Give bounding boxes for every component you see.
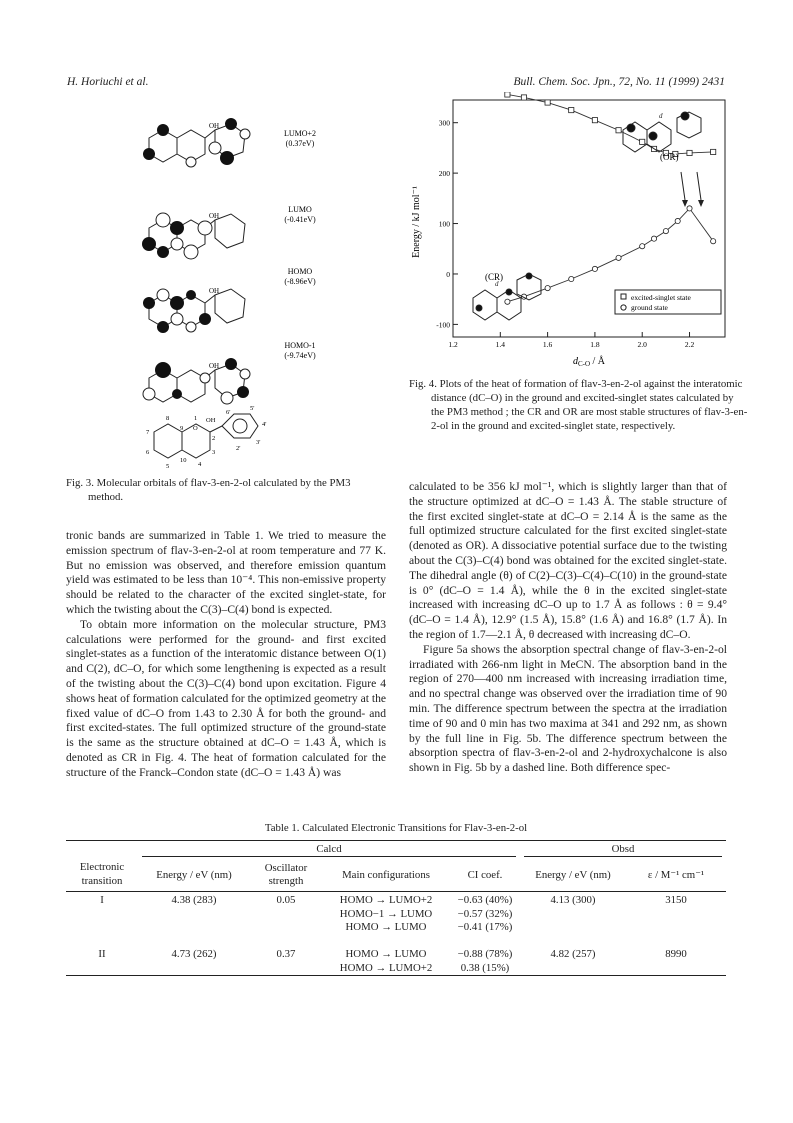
table-row: II 4.73 (262) 0.37 HOMO → LUMO HOMO → LUMO+2 −0.88 (78%) 0.38 (15%) 4.82 (257) 8990	[98, 948, 687, 974]
mo-label-homo1: HOMO-1	[284, 341, 316, 350]
svg-text:OH: OH	[206, 417, 216, 424]
excited-point	[616, 128, 621, 133]
y-tick-label: 300	[438, 118, 450, 128]
mo-homo	[143, 287, 245, 333]
mo-energy-lumo: (-0.41eV)	[284, 215, 316, 224]
svg-text:3': 3'	[256, 439, 261, 446]
excited-point	[687, 150, 692, 155]
ground-point	[711, 239, 716, 244]
right-paragraph-2: Figure 5a shows the absorption spectral change of flav-3-en-2-ol irradiated with 266-nm light in MeCN. The absorption band in the region of 270—400 nm increased with increasing irradiation time, and no spectral change was observed over the irradiation time of 90 min. The difference spectrum between the spectra at the irradiation time of 90 and 0 min has two maxima at 341 and 292 nm, as shown by the full line in Fig. 5b. The difference spectrum between the absorption spectra of flav-3-en-2-ol and 2-hydroxychalcone is also shown in Fig. 5b by a dashed line. Both difference spec-	[409, 642, 727, 775]
col-energy: Energy / eV (nm)	[156, 868, 232, 881]
x-tick-label: 1.2	[448, 340, 458, 349]
svg-text:2': 2'	[236, 445, 241, 452]
svg-text:d: d	[659, 112, 663, 120]
col-transition: Electronic transition	[79, 861, 125, 887]
svg-text:1: 1	[194, 415, 198, 422]
series-line-ground	[507, 208, 713, 301]
x-axis-label: $d_{C-O}$ / Å	[572, 356, 606, 368]
col-config: Main configurations	[342, 868, 430, 881]
ground-point	[592, 266, 597, 271]
svg-text:9: 9	[180, 425, 184, 432]
figure-3-orbitals	[125, 100, 355, 480]
mo-lumo-plus-2	[143, 118, 250, 167]
svg-text:d: d	[495, 280, 499, 288]
calcd-group-header: Calcd	[142, 843, 516, 857]
svg-text:3: 3	[212, 449, 216, 456]
left-column-text	[66, 529, 386, 781]
ground-point	[640, 244, 645, 249]
mo-lumo	[142, 212, 245, 259]
y-tick-label: -100	[436, 320, 450, 330]
y-tick-label: 200	[438, 169, 450, 179]
x-tick-label: 1.6	[542, 340, 553, 349]
col-obs-energy: Energy / eV (nm)	[535, 868, 611, 881]
figure-4-chart	[405, 92, 735, 382]
svg-text:8: 8	[166, 415, 170, 422]
mo-label-homo: HOMO	[287, 267, 313, 276]
svg-text:4': 4'	[262, 421, 267, 428]
excited-point	[569, 107, 574, 112]
x-tick-label: 2.0	[637, 340, 647, 349]
cr-structure-sketch	[473, 273, 541, 320]
svg-text:6: 6	[146, 449, 150, 456]
legend	[615, 290, 721, 314]
ground-point	[663, 229, 668, 234]
mo-label-lumo2: LUMO+2	[283, 129, 317, 138]
table-row: I 4.38 (283) 0.05 HOMO → LUMO+2 HOMO−1 → LUMO HOMO → LUMO −0.63 (40%) −0.57 (32%) −0.41 (17%) 4.13 (300) 3150	[100, 894, 687, 934]
mo-energy-homo1: (-9.74eV)	[284, 351, 316, 360]
legend-excited: excited-singlet state	[631, 293, 691, 302]
excited-point	[711, 149, 716, 154]
x-tick-label: 1.8	[590, 340, 600, 349]
excited-point	[521, 95, 526, 100]
arrow-or-1	[681, 172, 685, 200]
figure-3-caption: Fig. 3. Molecular orbitals of flav-3-en-2-ol calculated by the PM3 method.	[66, 477, 351, 503]
col-eps: ε / M⁻¹ cm⁻¹	[647, 868, 705, 881]
legend-ground: ground state	[631, 303, 668, 312]
right-column-text	[409, 480, 727, 776]
svg-text:5: 5	[166, 463, 170, 470]
svg-text:OH: OH	[209, 212, 220, 220]
svg-text:O: O	[193, 425, 198, 432]
or-label: (OR)	[660, 152, 679, 162]
series-line-excited	[507, 94, 713, 154]
table-1-title: Table 1. Calculated Electronic Transitions for Flav-3-en-2-ol	[264, 822, 528, 834]
svg-text:OH: OH	[209, 287, 220, 295]
arrow-or-2	[697, 172, 701, 200]
svg-text:5': 5'	[250, 405, 255, 412]
table-1	[66, 840, 726, 976]
svg-text:OH: OH	[209, 122, 220, 130]
running-head-left: H. Horiuchi et al.	[67, 76, 149, 88]
cr-label: (CR)	[485, 272, 503, 282]
obsd-group-header: Obsd	[524, 843, 722, 857]
x-tick-label: 1.4	[495, 340, 505, 349]
y-axis-label: Energy / kJ mol⁻¹	[411, 186, 422, 258]
excited-point	[545, 100, 550, 105]
svg-text:10: 10	[180, 457, 187, 464]
ground-point	[651, 236, 656, 241]
y-tick-label: 0	[446, 269, 450, 279]
col-ci: CI coef.	[467, 868, 503, 881]
left-paragraph-1: tronic bands are summarized in Table 1. We tried to measure the emission spectrum of flav-3-en-2-ol at room temperature and 77 K. But no emission was observed, and therefore emission quantum yield was estimated to be less than 10⁻⁴. This non-emissive property should be related to the character of the excited singlet-state, for which the twisting about the C(3)–C(4) bond is expected.	[66, 529, 386, 616]
ground-point	[616, 255, 621, 260]
svg-text:4: 4	[198, 461, 202, 468]
running-head-right: Bull. Chem. Soc. Jpn., 72, No. 11 (1999) 2431	[513, 76, 725, 88]
svg-text:7: 7	[146, 429, 150, 436]
mo-energy-homo: (-8.96eV)	[284, 277, 316, 286]
ground-point	[545, 285, 550, 290]
mo-energy-lumo2: (0.37eV)	[285, 139, 315, 148]
ground-point	[505, 299, 510, 304]
mo-homo-1	[143, 358, 250, 404]
excited-point	[640, 139, 645, 144]
left-paragraph-2: To obtain more information on the molecular structure, PM3 calculations were performed for the ground- and first excited singlet-states as a function of the interatomic distance between O(1) and C(2), dC–O, for which some lengthening is expected as a result of the twisting about the C(3)–C(4) bond upon excitation. Figure 4 shows heat of formation calculated for the optimized geometry at the fixed value of dC–O from 1.43 to 2.30 Å for both the ground- and first excited-states. The full optimized structure of the ground-state is the same as the structure obtained at dC–O = 1.43 Å, which is denoted as CR in Fig. 4. The heat of formation calculated for the structure of the Franck–Condon state (dC–O = 1.43 Å) was	[66, 617, 387, 779]
ground-point	[569, 276, 574, 281]
structure-numbered	[146, 405, 266, 470]
y-tick-label: 100	[438, 219, 450, 229]
ground-point	[675, 218, 680, 223]
svg-text:2: 2	[212, 435, 216, 442]
right-paragraph-1: calculated to be 356 kJ mol⁻¹, which is slightly larger than that of the structure optimized at dC–O = 1.43 Å. The stable structure of the first excited singlet-state at dC–O = 2.14 Å is the same as the full optimized structure calculated for the first excited singlet-state (denoted as OR). A dissociative potential surface due to the twisting about the C(3)–C(4) bond was obtained for the excited singlet-state. The dihedral angle (θ) of C(2)–C(3)–C(4)–C(10) in the ground-state is 0° (dC–O = 1.4 Å), while the θ in the excited singlet-state increased with increasing dC–O up to 1.7 Å as follows : θ = 9.4° (dC–O = 1.4 Å), 12.9° (1.5 Å), 15.8° (1.6 Å) and 16.8° (1.7 Å). In the region of 1.7—2.1 Å, θ decreased with increasing dC–O.	[409, 480, 727, 641]
x-tick-label: 2.2	[684, 340, 695, 349]
ground-point	[687, 206, 692, 211]
figure-4-caption: Fig. 4. Plots of the heat of formation of flav-3-en-2-ol against the interatomic distance (dC–O) in the ground and excited-singlet states calculated by the PM3 method ; the CR and OR are most stable structures of flav-3-en-2-ol in the ground and excited-singlet state, respectively.	[409, 378, 748, 432]
svg-text:6': 6'	[226, 409, 231, 416]
svg-text:OH: OH	[209, 362, 220, 370]
excited-point	[592, 118, 597, 123]
col-osc: Oscillator strength	[264, 861, 308, 888]
or-structure-sketch	[623, 112, 701, 152]
excited-point	[505, 92, 510, 97]
mo-label-lumo: LUMO	[288, 205, 312, 214]
